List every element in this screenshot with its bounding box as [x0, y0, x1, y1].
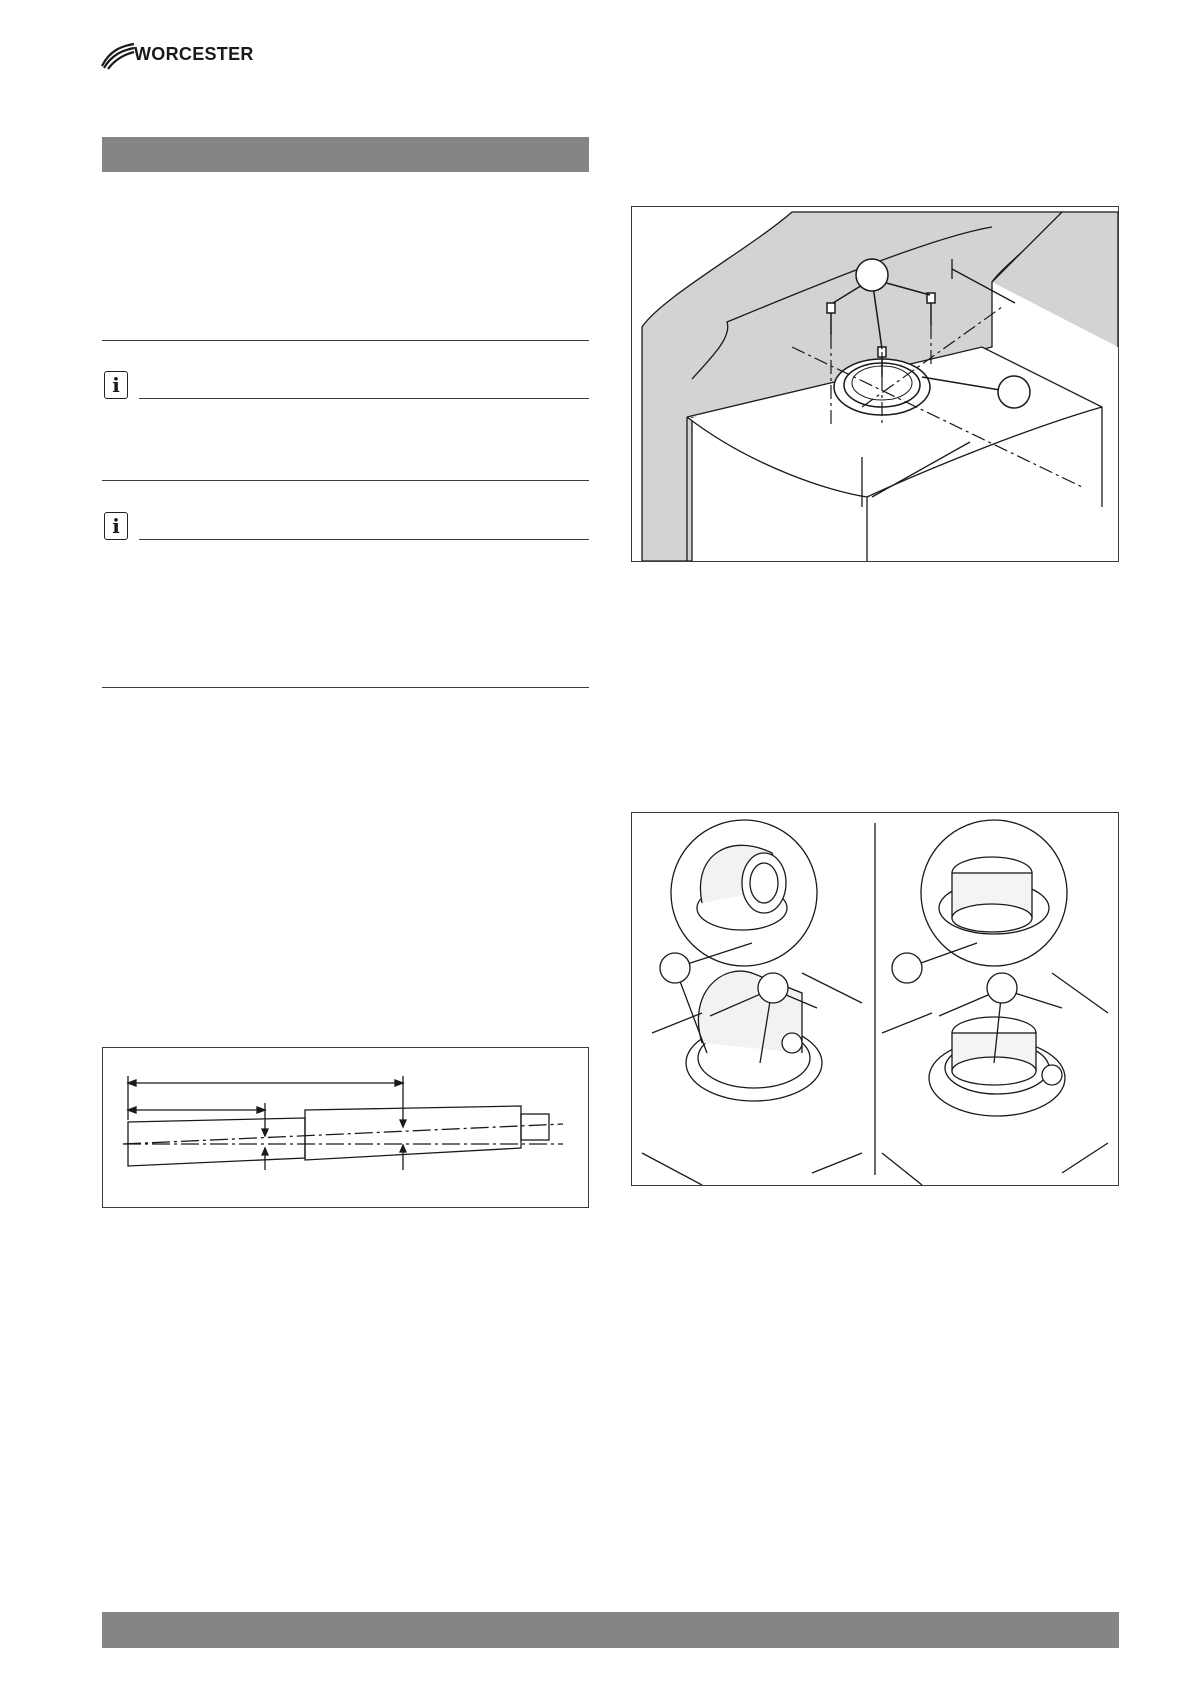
boiler-top-flue-adaptor-drawing [632, 207, 1118, 561]
flue-adaptor-options-drawing [632, 813, 1118, 1185]
footer-bar [102, 1612, 1119, 1648]
flue-pipe-drawing [103, 1048, 588, 1207]
info-note-rule [139, 539, 589, 540]
info-icon: i [104, 371, 128, 399]
divider-rule [102, 340, 589, 341]
flue-pipe-figure [102, 1047, 589, 1208]
worcester-swoosh-icon [100, 40, 136, 70]
info-icon: i [104, 512, 128, 540]
brand-logo [100, 40, 260, 70]
divider-rule [102, 687, 589, 688]
divider-rule [102, 480, 589, 481]
info-note-rule [139, 398, 589, 399]
logo-wordmark: WORCESTER [134, 44, 254, 64]
boiler-top-figure [631, 206, 1119, 562]
section-heading-bar [102, 137, 589, 172]
flue-adaptor-figure [631, 812, 1119, 1186]
